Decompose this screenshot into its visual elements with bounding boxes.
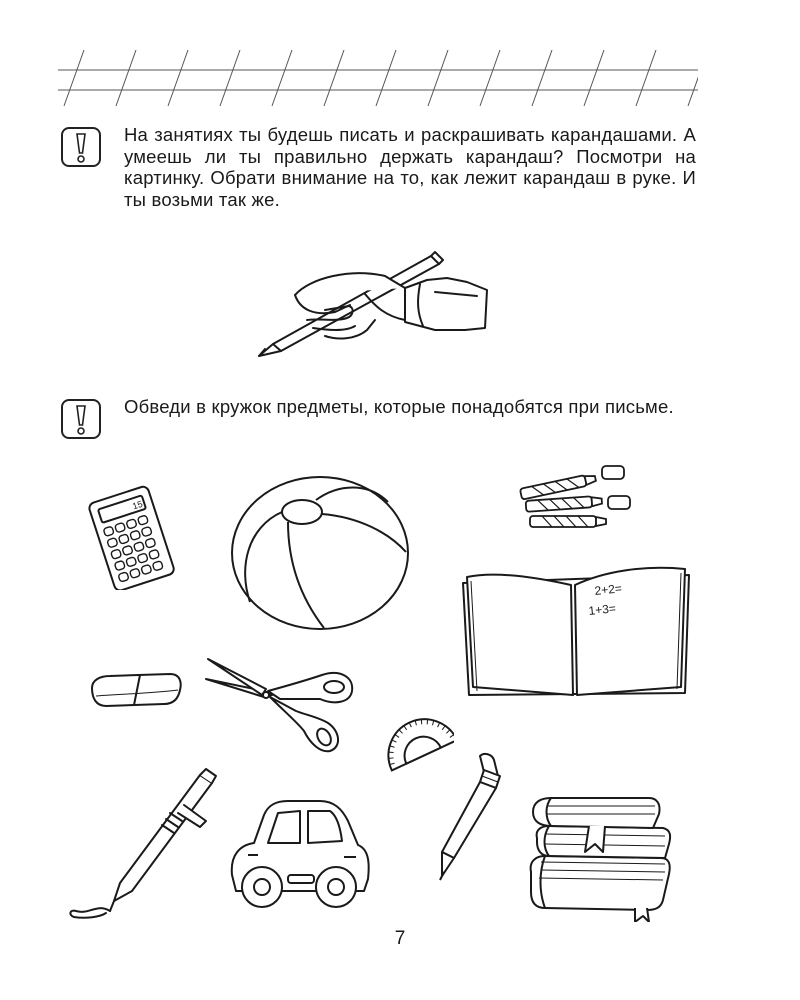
ruling-slant-line — [636, 50, 656, 106]
page-number: 7 — [394, 928, 406, 949]
books-stack-item — [525, 792, 675, 922]
calculator-display: 15 — [131, 498, 144, 512]
task-hold-pencil — [60, 124, 710, 210]
markers-item — [512, 460, 642, 535]
ruling-slant-line — [168, 50, 188, 106]
ball-item — [228, 472, 414, 632]
pencil-item — [430, 748, 510, 883]
calculator-item — [80, 485, 180, 590]
hand-holding-pencil-illustration — [255, 250, 495, 365]
scissors-item — [200, 655, 360, 760]
open-notebook-item — [455, 555, 695, 705]
pen-item — [66, 765, 226, 920]
exclamation-icon — [60, 398, 102, 440]
notebook-line-1: 2+2= — [593, 581, 623, 598]
ruling-slant-line — [272, 50, 292, 106]
ruling-slant-line — [220, 50, 240, 106]
ruling-slant-line — [376, 50, 396, 106]
ruling-slant-line — [584, 50, 604, 106]
ruling-slant-line — [116, 50, 136, 106]
ruling-slant-line — [428, 50, 448, 106]
exclamation-icon — [60, 126, 102, 168]
task-circle-items — [60, 396, 710, 440]
eraser-item — [86, 668, 186, 712]
task-1-text: На занятиях ты будешь писать и раскрашивать карандашами. А умеешь ли ты правильно держать карандаш? Посмотри на картинку. Обрати внимание на то, как лежит карандаш в руке. И ты возьми так же. — [124, 124, 696, 210]
task-2-text: Обведи в кружок предметы, которые понадобятся при письме. — [124, 396, 674, 417]
toy-car-item — [224, 795, 372, 915]
ruling-slant-line — [480, 50, 500, 106]
handwriting-ruling — [58, 48, 698, 108]
ruling-slant-line — [64, 50, 84, 106]
ruling-slant-line — [324, 50, 344, 106]
ruling-slant-line — [688, 50, 698, 106]
notebook-line-2: 1+3= — [587, 601, 617, 618]
ruling-slant-line — [532, 50, 552, 106]
